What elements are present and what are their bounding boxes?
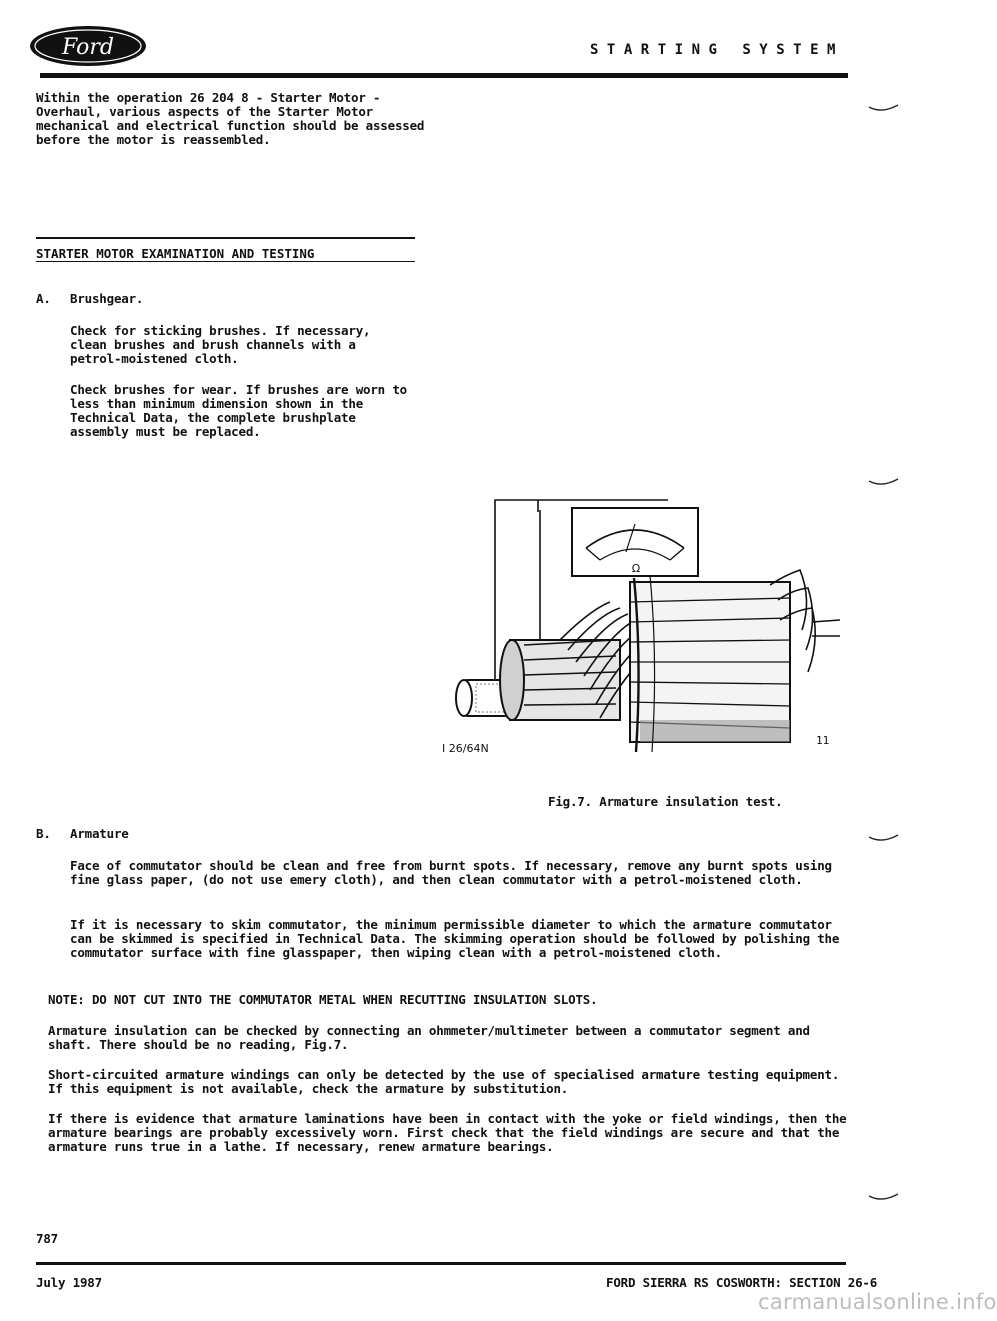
body-paragraph: If there is evidence that armature laminations have been in contact with the yoke or field windings, then the armature bearings are probably excessively worn. First check that the field windings are secure and that the armature runs true in a lathe. If necessary, renew armature bearings. — [48, 1111, 847, 1154]
svg-text:11: 11 — [816, 734, 830, 747]
ford-logo — [28, 24, 148, 74]
section-a-letter: A. — [36, 291, 51, 306]
header-title: STARTING SYSTEM — [590, 42, 844, 58]
watermark: carmanualsonline.info — [758, 1290, 997, 1314]
margin-mark — [868, 1192, 900, 1204]
body-paragraph: Short-circuited armature windings can only be detected by the use of specialised armature testing equipment. If this equipment is not available, check the armature by substitution. — [48, 1067, 840, 1096]
margin-mark — [868, 833, 900, 845]
section-heading: STARTER MOTOR EXAMINATION AND TESTING — [36, 246, 315, 261]
margin-mark — [868, 477, 900, 489]
section-b-title: Armature — [70, 826, 129, 841]
section-b-paragraph: If it is necessary to skim commutator, the minimum permissible diameter to which the armature commutator can be skimmed is specified in Technical Data. The skimming operation should be followed by polishing the commutator surface with fine glasspaper, then wiping clean with a petrol-moistened cloth. — [70, 917, 840, 960]
footer-date: July 1987 — [36, 1275, 102, 1290]
section-rule-bottom — [36, 261, 415, 262]
svg-text:Ford: Ford — [62, 35, 114, 60]
figure-caption: Fig.7. Armature insulation test. — [548, 794, 783, 809]
margin-mark — [868, 103, 900, 115]
svg-text:I 26/64N: I 26/64N — [442, 742, 489, 755]
body-paragraph: Armature insulation can be checked by connecting an ohmmeter/multimeter between a commutator segment and shaft. There should be no reading, Fig.7. — [48, 1023, 810, 1052]
footer-section: FORD SIERRA RS COSWORTH: SECTION 26-6 — [606, 1275, 878, 1290]
section-b-letter: B. — [36, 826, 51, 841]
svg-text:Ω: Ω — [631, 562, 641, 575]
section-b-paragraph: Face of commutator should be clean and free from burnt spots. If necessary, remove any burnt spots using fine glass paper, (do not use emery cloth), and then clean commutator with a petrol-moistened cloth. — [70, 858, 832, 887]
section-a-paragraph: Check for sticking brushes. If necessary, clean brushes and brush channels with a petrol-moistened cloth. — [70, 323, 371, 366]
footer-rule — [36, 1262, 846, 1265]
armature-illustration — [440, 490, 840, 755]
intro-paragraph: Within the operation 26 204 8 - Starter Motor - Overhaul, various aspects of the Starter Motor mechanical and electrical function should be assessed before the motor is reassembled. — [36, 90, 425, 147]
section-a-paragraph: Check brushes for wear. If brushes are worn to less than minimum dimension shown in the Technical Data, the complete brushplate assembly must be replaced. — [70, 382, 407, 439]
page-number: 787 — [36, 1231, 58, 1246]
armature-insulation-figure — [440, 490, 840, 755]
section-rule-top — [36, 237, 415, 239]
note-warning: NOTE: DO NOT CUT INTO THE COMMUTATOR METAL WHEN RECUTTING INSULATION SLOTS. — [48, 992, 598, 1007]
section-a-title: Brushgear. — [70, 291, 144, 306]
header-rule — [40, 73, 848, 78]
